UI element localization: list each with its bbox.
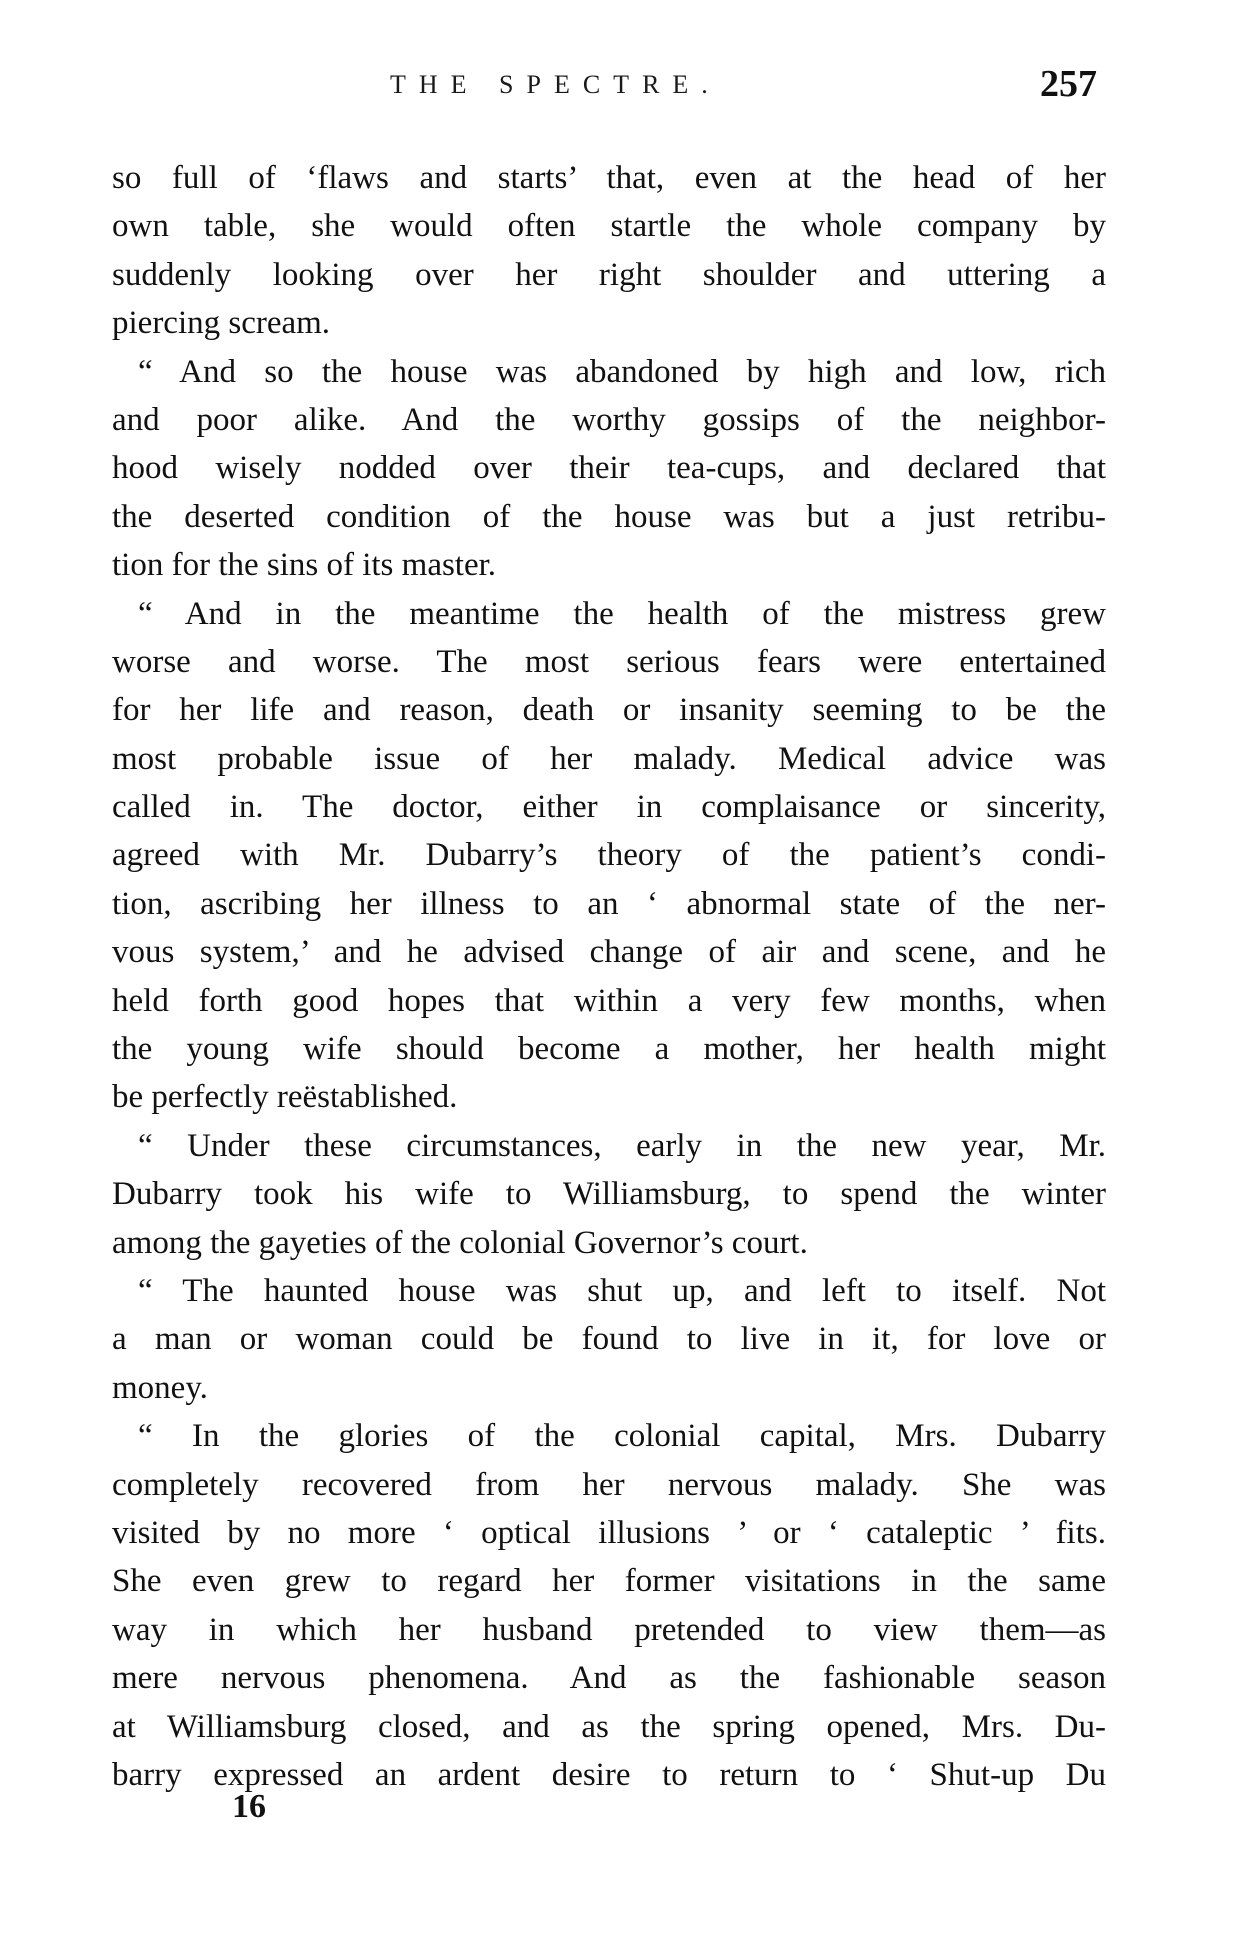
- text-line: “ In the glories of the colonial capital, Mrs. Dubarry: [138, 1418, 1106, 1455]
- text-line: piercing scream.: [112, 305, 331, 342]
- text-line: “ And in the meantime the health of the mistress grew: [138, 595, 1106, 632]
- text-line: called in. The doctor, either in complaisance or sincerity,: [112, 789, 1106, 826]
- text-line: mere nervous phenomena. And as the fashionable season: [112, 1660, 1106, 1697]
- text-line: for her life and reason, death or insanity seeming to be the: [112, 692, 1106, 729]
- text-line: “ Under these circumstances, early in the new year, Mr.: [138, 1127, 1106, 1164]
- text-line: held forth good hopes that within a very few months, when: [112, 982, 1106, 1019]
- text-line: and poor alike. And the worthy gossips of the neighbor-: [112, 401, 1106, 438]
- page-number: 257: [1040, 63, 1097, 105]
- text-line: tion for the sins of its master.: [112, 547, 497, 584]
- signature-mark: 16: [232, 1788, 266, 1825]
- text-line: “ And so the house was abandoned by high and low, rich: [138, 353, 1106, 390]
- text-line: Dubarry took his wife to Williamsburg, to spend the winter: [112, 1176, 1106, 1213]
- text-line: completely recovered from her nervous malady. She was: [112, 1466, 1106, 1503]
- text-line: own table, she would often startle the whole company by: [112, 208, 1106, 245]
- text-line: worse and worse. The most serious fears were entertained: [112, 643, 1106, 680]
- text-line: hood wisely nodded over their tea-cups, and declared that: [112, 450, 1106, 487]
- text-line: She even grew to regard her former visitations in the same: [112, 1563, 1106, 1600]
- text-line: the deserted condition of the house was but a just retribu-: [112, 498, 1106, 535]
- text-line: barry expressed an ardent desire to return to ‘ Shut-up Du: [112, 1756, 1106, 1793]
- text-line: money.: [112, 1369, 208, 1406]
- text-line: vous system,’ and he advised change of air and scene, and he: [112, 934, 1106, 971]
- text-line: agreed with Mr. Dubarry’s theory of the patient’s condi-: [112, 837, 1106, 874]
- text-line: a man or woman could be found to live in it, for love or: [112, 1321, 1106, 1358]
- text-line: suddenly looking over her right shoulder and uttering a: [112, 256, 1106, 293]
- running-title: THE SPECTRE.: [390, 70, 721, 99]
- text-line: most probable issue of her malady. Medical advice was: [112, 740, 1106, 777]
- text-line: way in which her husband pretended to view them—as: [112, 1611, 1106, 1648]
- text-line: among the gayeties of the colonial Governor’s court.: [112, 1224, 808, 1261]
- text-line: tion, ascribing her illness to an ‘ abnormal state of the ner-: [112, 885, 1106, 922]
- text-line: so full of ‘flaws and starts’ that, even at the head of her: [112, 160, 1106, 196]
- text-line: visited by no more ‘ optical illusions ’ or ‘ cataleptic ’ fits.: [112, 1514, 1106, 1551]
- body-text: [112, 154, 1106, 1799]
- text-line: be perfectly reëstablished.: [112, 1079, 458, 1116]
- text-line: at Williamsburg closed, and as the spring opened, Mrs. Du-: [112, 1708, 1106, 1745]
- text-line: “ The haunted house was shut up, and left to itself. Not: [138, 1272, 1106, 1309]
- running-head: [0, 62, 1240, 112]
- text-line: the young wife should become a mother, her health might: [112, 1031, 1106, 1068]
